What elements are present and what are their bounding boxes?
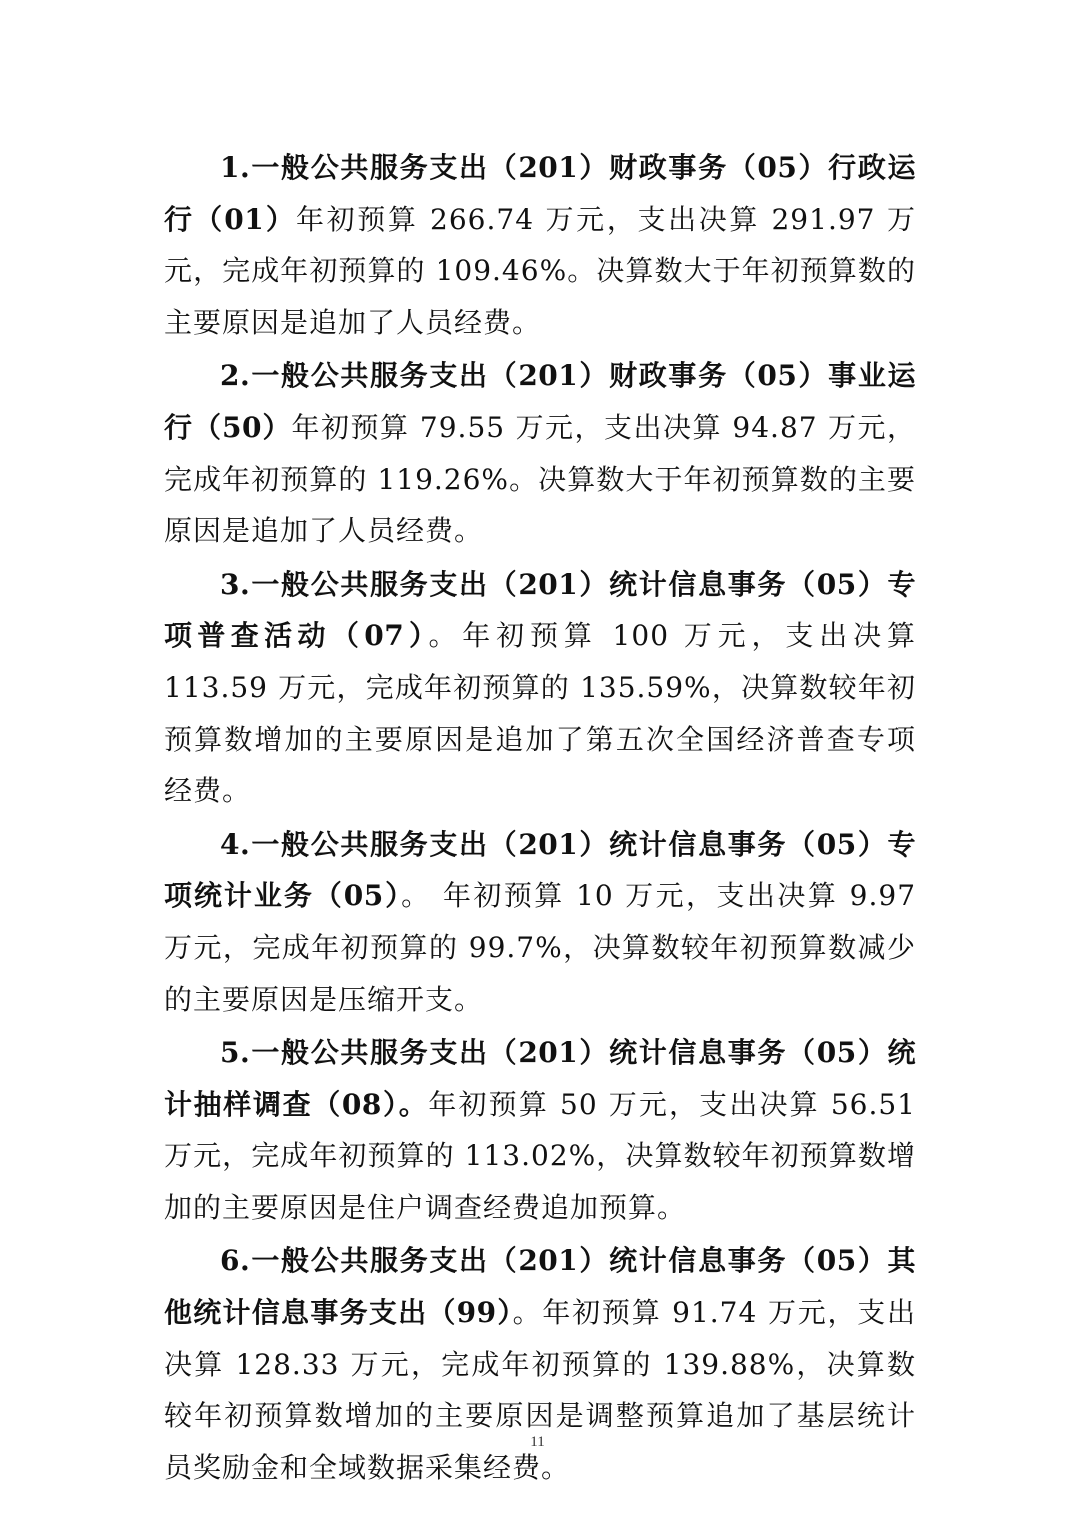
expenditure-item-2 <box>164 350 916 556</box>
expenditure-item-3 <box>164 559 916 817</box>
expenditure-item-4 <box>164 819 916 1025</box>
page-number: 11 <box>530 1434 545 1450</box>
item-heading: 1.一般公共服务支出（201）财政事务（05）行政运行（01） <box>164 151 916 236</box>
item-text: 。年初预算 91.74 万元，支出决算 128.33 万元，完成年初预算的 139.88%，决算数较年初预算数增加的主要原因是调整预算追加了基层统计员奖励金和全域数据采集经费。 <box>164 1296 917 1484</box>
item-text: 年初预算 266.74 万元，支出决算 291.97 万元，完成年初预算的 109.46%。决算数大于年初预算数的主要原因是追加了人员经费。 <box>164 202 916 339</box>
document-body <box>164 142 916 1495</box>
item-heading: 3.一般公共服务支出（201）统计信息事务（05）专项普查活动（07） <box>164 567 916 653</box>
expenditure-item-5 <box>164 1027 916 1233</box>
item-heading: 4.一般公共服务支出（201）统计信息事务（05）专项统计业务（05） <box>164 827 916 913</box>
item-heading: 2.一般公共服务支出（201）财政事务（05）事业运行（50） <box>164 359 916 444</box>
item-text: 年初预算 50 万元，支出决算 56.51 万元，完成年初预算的 113.02%，决算数较年初预算数增加的主要原因是住户调查经费追加预算。 <box>164 1087 916 1224</box>
item-text: 年初预算 79.55 万元，支出决算 94.87 万元，完成年初预算的 119.26%。决算数大于年初预算数的主要原因是追加了人员经费。 <box>164 410 917 548</box>
item-heading: 6.一般公共服务支出（201）统计信息事务（05）其他统计信息事务支出（99） <box>164 1244 916 1330</box>
expenditure-item-1 <box>164 142 916 348</box>
expenditure-item-6 <box>164 1235 916 1493</box>
item-heading: 5.一般公共服务支出（201）统计信息事务（05）统计抽样调查（08）。 <box>164 1036 916 1121</box>
item-text: 。 年初预算 10 万元，支出决算 9.97 万元，完成年初预算的 99.7%，决算数较年初预算数减少的主要原因是压缩开支。 <box>164 879 917 1016</box>
item-text: 。年初预算 100 万元，支出决算 113.59 万元，完成年初预算的 135.59%，决算数较年初预算数增加的主要原因是追加了第五次全国经济普查专项经费。 <box>164 619 917 808</box>
